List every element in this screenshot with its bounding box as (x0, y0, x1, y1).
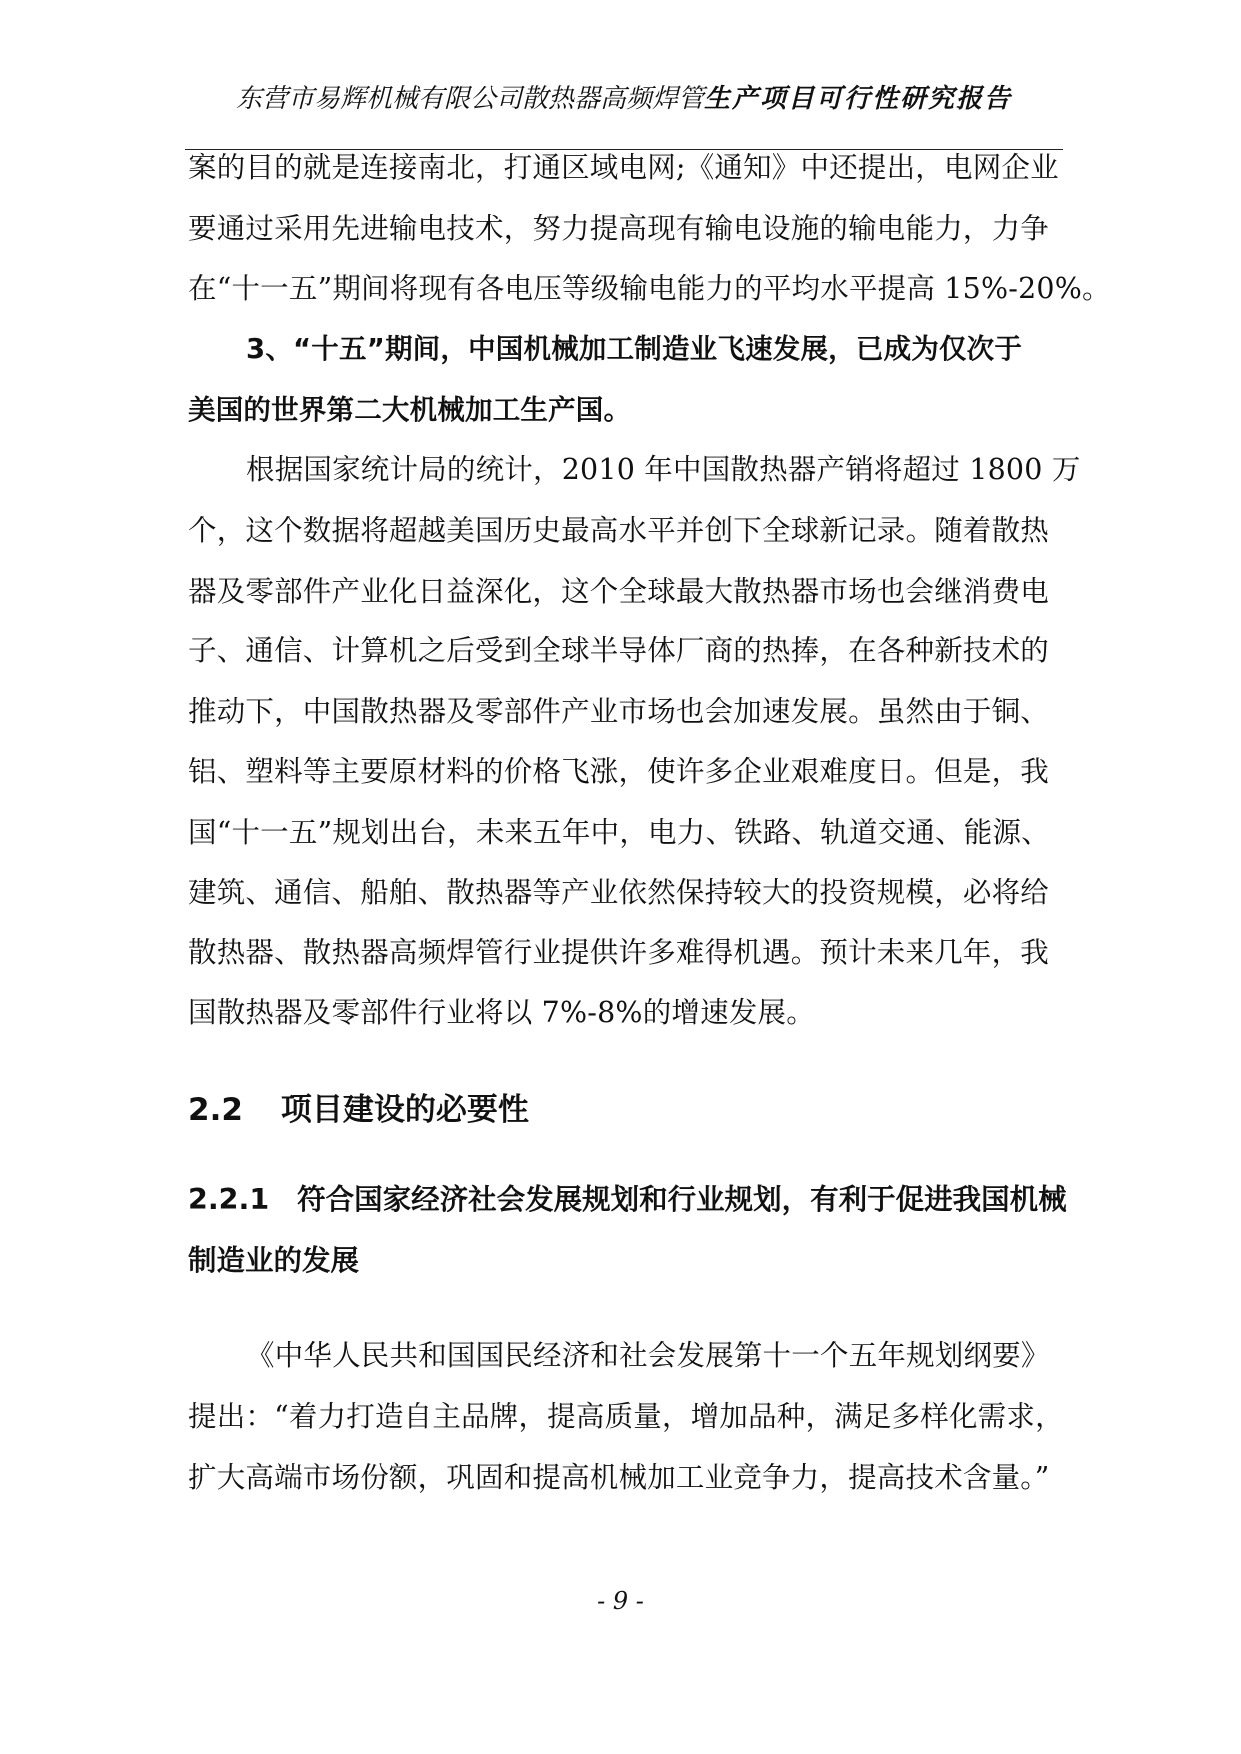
section-heading-2-2-1 (188, 1182, 1067, 1218)
body-line: 扩大高端市场份额，巩固和提高机械加工业竞争力，提高技术含量。” (188, 1461, 1050, 1494)
point-3-heading-line: 3、“十五”期间，中国机械加工制造业飞速发展，已成为仅次于 (246, 333, 1023, 365)
body-line: 散热器、散热器高频焊管行业提供许多难得机遇。预计未来几年，我 (188, 936, 1050, 969)
body-line: 子、通信、计算机之后受到全球半导体厂商的热捧，在各种新技术的 (188, 634, 1050, 667)
body-line: 推动下，中国散热器及零部件产业市场也会加速发展。虽然由于铜、 (188, 695, 1050, 728)
body-line: 器及零部件产业化日益深化，这个全球最大散热器市场也会继消费电 (188, 575, 1050, 608)
header-product: 散热器高频焊管 (521, 84, 704, 114)
body-line: 国散热器及零部件行业将以 7%-8%的增速发展。 (188, 996, 815, 1029)
body-line: 国“十一五”规划出台，未来五年中，电力、铁路、轨道交通、能源、 (188, 816, 1050, 849)
page-number: - 9 - (597, 1587, 644, 1615)
body-line: 建筑、通信、船舶、散热器等产业依然保持较大的投资规模，必将给 (188, 876, 1050, 909)
section-title-line-1: 符合国家经济社会发展规划和行业规划，有利于促进我国机械 (297, 1183, 1067, 1216)
body-line: 《中华人民共和国国民经济和社会发展第十一个五年规划纲要》 (246, 1339, 1050, 1372)
page-header (185, 82, 1063, 116)
body-line: 提出：“着力打造自主品牌，提高质量，增加品种，满足多样化需求， (188, 1400, 1064, 1433)
point-3-heading-line: 美国的世界第二大机械加工生产国。 (188, 394, 632, 426)
header-company: 东营市易辉机械有限公司 (235, 84, 522, 114)
section-heading-2-2 (188, 1090, 529, 1130)
section-number: 2.2 (188, 1092, 243, 1128)
body-line: 要通过采用先进输电技术，努力提高现有输电设施的输电能力，力争 (188, 212, 1050, 245)
body-line: 在“十一五”期间将现有各电压等级输电能力的平均水平提高 15%-20%。 (188, 272, 1111, 305)
body-line: 铝、塑料等主要原材料的价格飞涨，使许多企业艰难度日。但是，我 (188, 755, 1050, 788)
body-line: 案的目的就是连接南北，打通区域电网;《通知》中还提出，电网企业 (188, 151, 1059, 184)
body-line: 根据国家统计局的统计，2010 年中国散热器产销将超过 1800 万 (246, 453, 1081, 486)
body-line: 个，这个数据将超越美国历史最高水平并创下全球新记录。随着散热 (188, 514, 1050, 547)
section-title-line-2: 制造业的发展 (188, 1244, 360, 1277)
section-number: 2.2.1 (188, 1183, 270, 1216)
section-title: 项目建设的必要性 (280, 1092, 529, 1128)
header-report-type: 生产项目可行性研究报告 (704, 84, 1013, 114)
